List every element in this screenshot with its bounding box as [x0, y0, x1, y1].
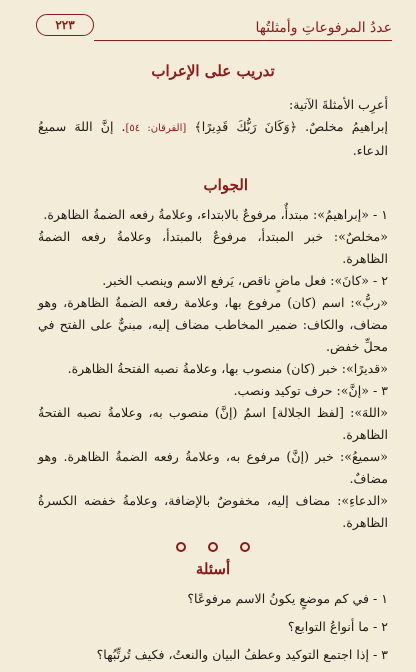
answer-line: «ربُّ»: اسم (كان) مرفوع بها، وعلامة رفعه الضمةُ الظاهرة، وهو مضاف، والكاف: ضمير المخاطب مضاف إليه، مبنيٌّ على الفتح في محلِّ خفض.	[38, 295, 388, 354]
example-line: إبراهيمُ مخلصٌ. ﴿وَكَانَ رَبُّكَ قَدِيرًا﴾	[194, 119, 388, 134]
page-content	[38, 60, 388, 672]
answers-title: الجواب	[203, 176, 248, 194]
example-tail: . إنَّ اللهَ سميعُ الدعاء.	[38, 119, 388, 158]
divider-dot	[240, 542, 250, 552]
header-rule	[94, 40, 392, 41]
exercise-examples	[38, 116, 388, 162]
questions-title: أسئلة	[195, 560, 231, 578]
quran-reference: [الفرقان: ٥٤]	[125, 123, 187, 134]
answer-line: ٣ - «إنَّ»: حرف توكيد ونصب.	[233, 383, 388, 398]
question-item: ٣ - إذا اجتمع التوكيد وعطفُ البيان والنعتُ، فكيف تُرتِّبُها؟	[96, 647, 388, 662]
question-item: ٢ - ما أنواعُ التوابع؟	[287, 619, 388, 634]
answer-line: ٢ - «كانَ»: فعل ماضٍ ناقص، يَرفع الاسم وينصب الخبر.	[102, 273, 388, 288]
exercise-instruction: أعرِب الأمثلةَ الآتية:	[289, 97, 388, 112]
exercise-title: تدريب على الإعراب	[151, 62, 275, 80]
divider-dot	[208, 542, 218, 552]
page-header	[36, 14, 392, 44]
question-item: ١ - في كم موضعٍ يكونُ الاسم مرفوعًا؟	[187, 591, 388, 606]
answer-line: ١ - «إبراهيمُ»: مبتدأٌ، مرفوعٌ بالابتداء، وعلامةُ رفعه الضمةُ الظاهرة.	[43, 207, 388, 222]
section-divider	[38, 542, 388, 552]
answer-line: «سميعُ»: خبر (إنَّ) مرفوع به، وعلامةُ رفعه الضمةُ الظاهرة. وهو مضافٌ.	[38, 449, 388, 486]
answer-line: «الدعاءِ»: مضاف إليه، مخفوضٌ بالإضافة، وعلامةُ خفضه الكسرةُ الظاهرة.	[38, 493, 388, 530]
running-title: عددُ المرفوعاتِ وأمثلتُها	[255, 20, 392, 36]
answer-line: «اللهَ»: [لفظ الجلالة] اسمُ (إنَّ) منصوب به، وعلامةُ نصبه الفتحةُ الظاهرة.	[38, 405, 388, 442]
answer-line: «قديرًا»: خبر (كان) منصوب بها، وعلامةُ نصبه الفتحةُ الظاهرة.	[67, 361, 388, 376]
answer-line: «مخلصٌ»: خبر المبتدأ، مرفوعٌ بالمبتدأ، وعلامةُ رفعه الضمةُ الظاهرة.	[38, 229, 388, 266]
page-number: ٢٢٣	[36, 14, 94, 36]
questions-list	[38, 588, 388, 666]
divider-dot	[176, 542, 186, 552]
answers-list	[38, 204, 388, 534]
